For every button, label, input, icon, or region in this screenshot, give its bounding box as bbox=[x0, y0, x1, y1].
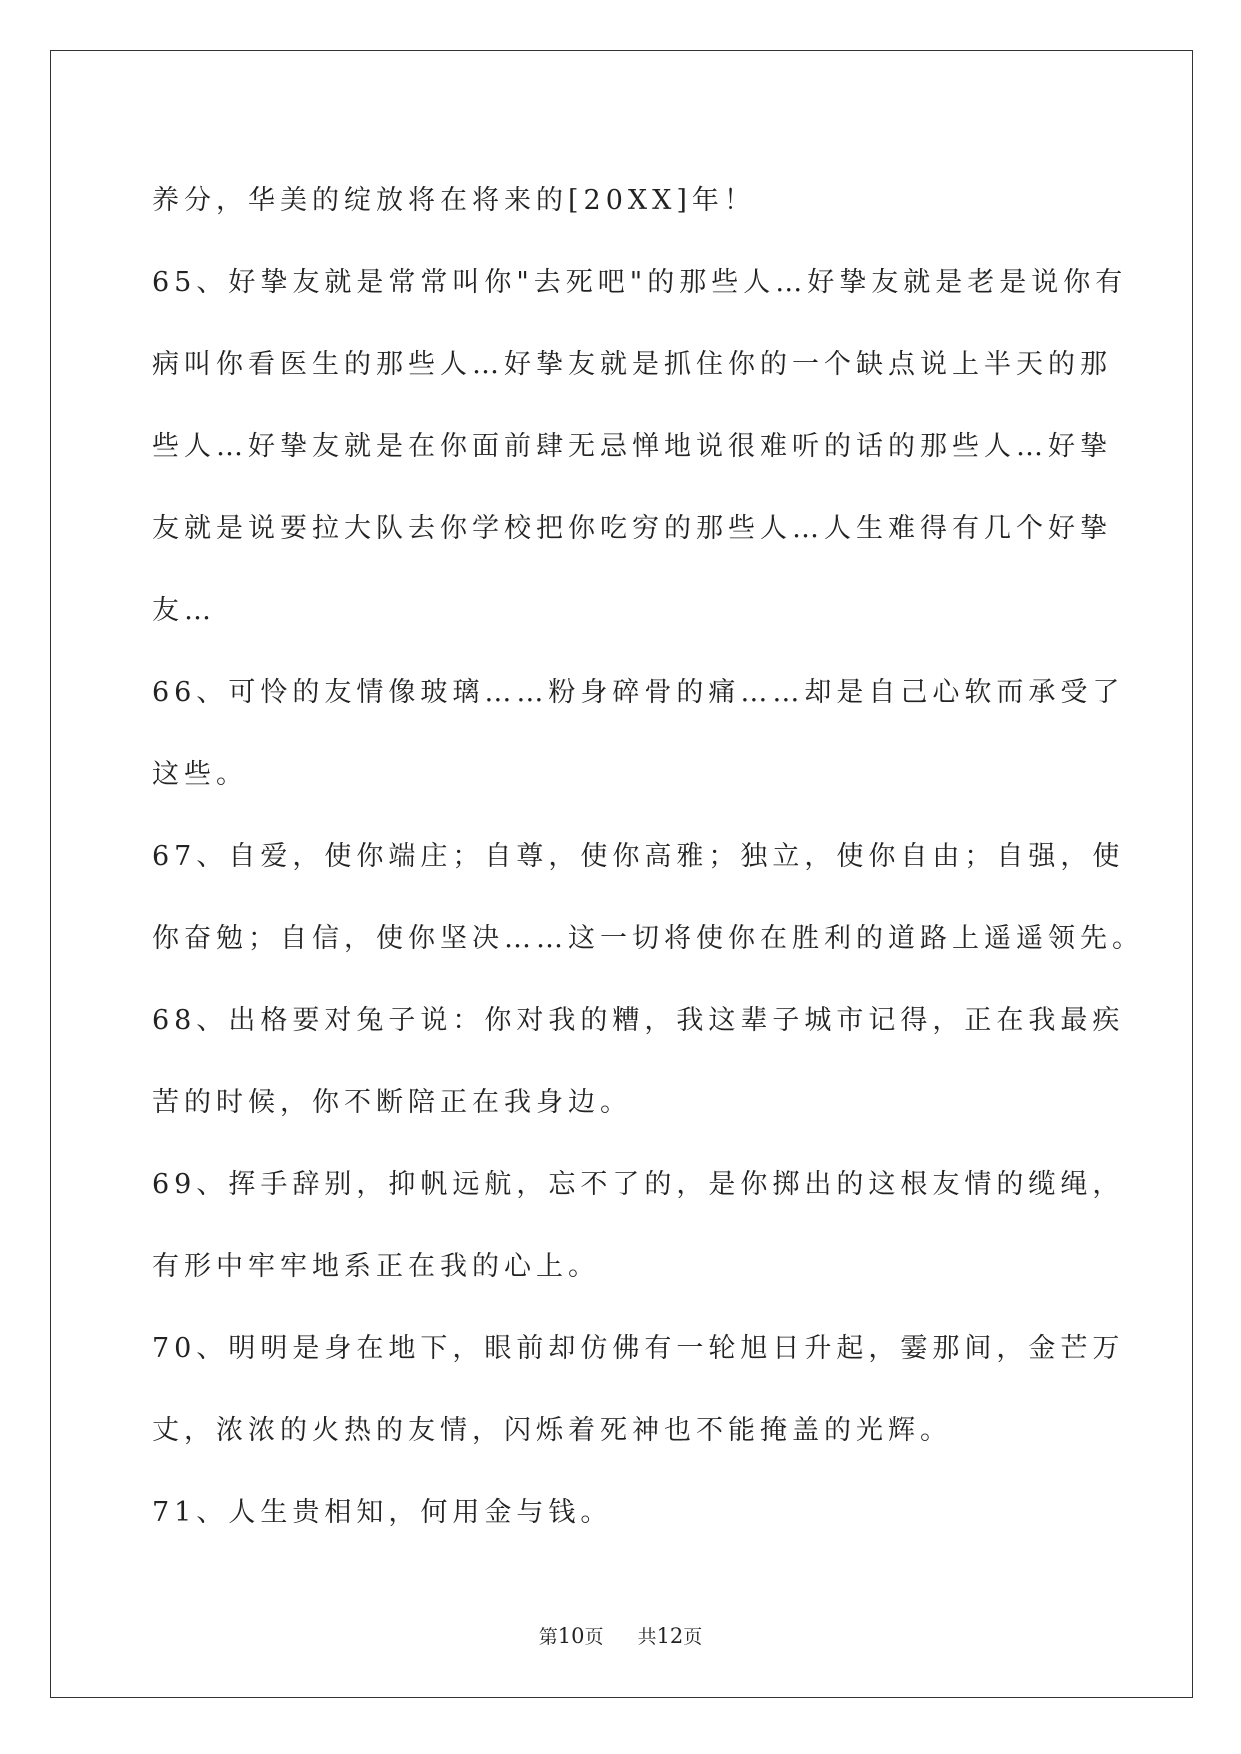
text-line: 养分，华美的绽放将在将来的[20XX]年！ bbox=[152, 185, 756, 216]
text-line: 友… bbox=[152, 595, 216, 626]
total-suffix: 页 bbox=[683, 1626, 703, 1648]
page-prefix: 第 bbox=[538, 1626, 558, 1648]
total-page-number: 12 bbox=[656, 1624, 684, 1648]
document-body bbox=[152, 160, 1144, 1554]
text-line: 丈，浓浓的火热的友情，闪烁着死神也不能掩盖的光辉。 bbox=[152, 1415, 952, 1446]
text-line: 苦的时候，你不断陪正在我身边。 bbox=[152, 1087, 632, 1118]
text-line: 有形中牢牢地系正在我的心上。 bbox=[152, 1251, 600, 1282]
text-line: 71、人生贵相知，何用金与钱。 bbox=[152, 1497, 613, 1528]
text-line: 些人…好挚友就是在你面前肆无忌惮地说很难听的话的那些人…好挚 bbox=[152, 431, 1112, 462]
text-line: 70、明明是身在地下，眼前却仿佛有一轮旭日升起，霎那间，金芒万 bbox=[152, 1333, 1125, 1364]
current-page-number: 10 bbox=[557, 1624, 585, 1648]
text-line: 你奋勉；自信，使你坚决……这一切将使你在胜利的道路上遥遥领先。 bbox=[152, 923, 1144, 954]
text-line: 这些。 bbox=[152, 759, 248, 790]
text-line: 66、可怜的友情像玻璃……粉身碎骨的痛……却是自己心软而承受了 bbox=[152, 677, 1125, 708]
text-line: 65、好挚友就是常常叫你"去死吧"的那些人…好挚友就是老是说你有 bbox=[152, 267, 1128, 298]
total-prefix: 共 bbox=[637, 1626, 657, 1648]
text-line: 67、自爱，使你端庄；自尊，使你高雅；独立，使你自由；自强，使 bbox=[152, 841, 1125, 872]
text-line: 69、挥手辞别，抑帆远航，忘不了的，是你掷出的这根友情的缆绳， bbox=[152, 1169, 1125, 1200]
page-footer bbox=[0, 1622, 1241, 1649]
text-line: 68、出格要对兔子说：你对我的糟，我这辈子城市记得，正在我最疾 bbox=[152, 1005, 1125, 1036]
text-line: 友就是说要拉大队去你学校把你吃穷的那些人…人生难得有几个好挚 bbox=[152, 513, 1112, 544]
page-suffix: 页 bbox=[584, 1626, 604, 1648]
text-line: 病叫你看医生的那些人…好挚友就是抓住你的一个缺点说上半天的那 bbox=[152, 349, 1112, 380]
